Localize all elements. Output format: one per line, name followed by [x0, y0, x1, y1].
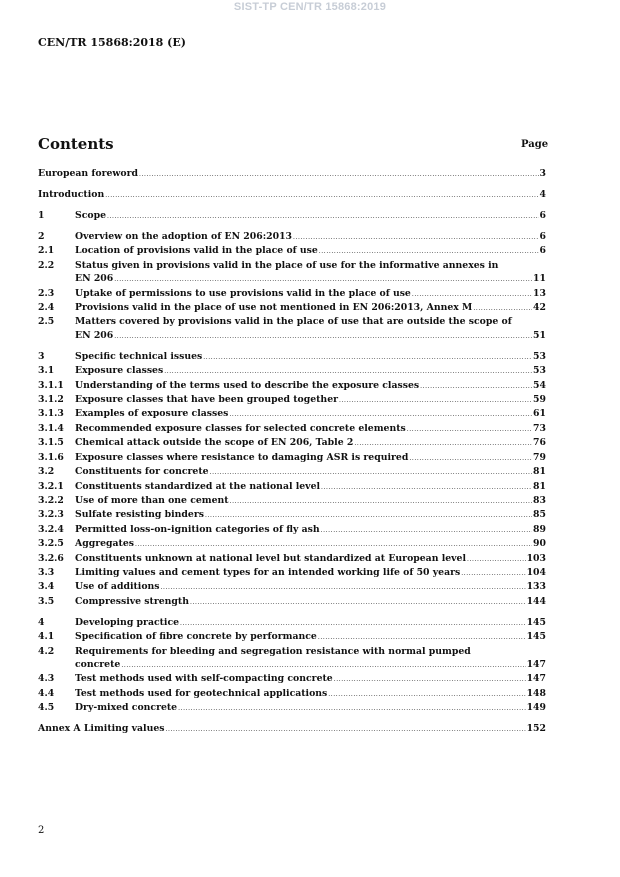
dot-leader: [164, 365, 532, 378]
dot-leader: [409, 452, 532, 465]
toc-entry-number: 3.1.3: [38, 408, 64, 420]
toc-entry-page: 3: [539, 168, 546, 179]
toc-entry-page: 59: [533, 394, 546, 406]
toc-entry-number: 4.2: [38, 645, 55, 657]
dot-leader: [420, 380, 532, 393]
toc-entry[interactable]: [38, 672, 546, 686]
toc-entry-number: 3.1.1: [38, 379, 64, 391]
dot-leader: [210, 466, 532, 479]
dot-leader: [105, 189, 538, 202]
toc-entry[interactable]: [38, 701, 546, 715]
toc-entry[interactable]: [38, 230, 546, 244]
toc-entry-page: 85: [533, 509, 546, 521]
toc-entry-page: 13: [533, 287, 546, 299]
toc-entry[interactable]: [38, 350, 546, 364]
toc-entry[interactable]: [38, 209, 546, 223]
toc-entry-title: Status given in provisions valid in the place of use for the informative annexes in: [75, 259, 499, 271]
dot-leader: [461, 567, 525, 580]
toc-entry-title: Matters covered by provisions valid in the place of use that are outside the scope of: [75, 316, 512, 328]
page-column-header: Page: [521, 139, 549, 150]
toc-entry-number: 3.3: [38, 566, 55, 578]
toc-entry-title: Provisions valid in the place of use not mentioned in EN 206:2013, Annex M: [75, 302, 473, 314]
toc-entry[interactable]: [38, 494, 546, 508]
toc-entry-page: 6: [539, 210, 546, 221]
toc-entry-number: 4.5: [38, 702, 55, 714]
toc-entry-page: 104: [526, 566, 546, 578]
toc-entry-title: Uptake of permissions to use provisions valid in the place of use: [75, 287, 411, 299]
toc-entry-number: 2.4: [38, 302, 55, 314]
toc-entry-page: 42: [533, 302, 546, 314]
toc-entry-number: 2: [38, 231, 45, 242]
contents-title: Contents: [38, 135, 114, 153]
toc-entry[interactable]: [38, 722, 546, 736]
table-of-contents: [38, 167, 546, 737]
toc-entry-title: Constituents unknown at national level but standardized at European level: [75, 552, 467, 564]
dot-leader: [467, 553, 526, 566]
toc-entry[interactable]: [38, 188, 546, 202]
toc-entry[interactable]: [38, 422, 546, 436]
dot-leader: [473, 302, 532, 315]
dot-leader: [114, 330, 532, 343]
toc-entry[interactable]: [38, 523, 546, 537]
toc-entry-title-continued: concrete: [75, 658, 121, 670]
dot-leader: [229, 408, 532, 421]
toc-entry-title: Constituents standardized at the national level: [75, 480, 321, 492]
toc-entry-title: Sulfate resisting binders: [75, 509, 204, 521]
dot-leader: [321, 524, 532, 537]
toc-entry[interactable]: [38, 687, 546, 701]
toc-entry-number: 3.2.1: [38, 480, 64, 492]
toc-entry-title: Specific technical issues: [75, 350, 203, 362]
toc-entry[interactable]: [38, 364, 546, 378]
toc-entry-title: Constituents for concrete: [75, 466, 209, 478]
toc-entry-number: 4: [38, 616, 45, 628]
toc-entry-title: Compressive strength: [75, 595, 189, 607]
toc-entry[interactable]: [38, 259, 546, 287]
toc-entry-title-continued: EN 206: [75, 329, 114, 341]
toc-entry-title: Scope: [75, 210, 106, 221]
toc-entry[interactable]: [38, 301, 546, 315]
toc-entry-title: Location of provisions valid in the place of use: [75, 245, 318, 257]
toc-entry[interactable]: [38, 480, 546, 494]
toc-entry-page: 145: [526, 616, 546, 628]
toc-entry-title: Overview on the adoption of EN 206:2013: [75, 231, 293, 242]
toc-entry-number: 2.5: [38, 316, 55, 328]
toc-entry-page: 152: [526, 723, 546, 735]
dot-leader: [321, 481, 532, 494]
toc-entry-number: 3.2.4: [38, 523, 64, 535]
toc-entry-title: Understanding of the terms used to describe the exposure classes: [75, 379, 420, 391]
dot-leader: [230, 495, 532, 508]
dot-leader: [412, 288, 532, 301]
toc-entry-number: 3.1.5: [38, 437, 64, 449]
toc-entry-title: Exposure classes: [75, 365, 164, 377]
toc-entry-page: 4: [539, 189, 546, 200]
watermark: SIST-TP CEN/TR 15868:2019: [233, 1, 387, 13]
toc-entry[interactable]: [38, 451, 546, 465]
dot-leader: [114, 273, 532, 286]
toc-entry-number: 3.2.2: [38, 494, 64, 506]
toc-entry-number: 3.1.4: [38, 422, 64, 434]
toc-entry-page: 54: [533, 379, 546, 391]
toc-entry-title: Examples of exposure classes: [75, 408, 229, 420]
toc-entry-page: 103: [526, 552, 546, 564]
toc-entry-title: Exposure classes that have been grouped together: [75, 394, 339, 406]
toc-entry[interactable]: [38, 595, 546, 609]
toc-entry-number: 3.1.6: [38, 451, 64, 463]
toc-entry-number: 3.2.5: [38, 538, 64, 550]
toc-entry-title: Use of additions: [75, 581, 160, 593]
dot-leader: [205, 509, 532, 522]
toc-entry-page: 79: [533, 451, 546, 463]
dot-leader: [407, 423, 532, 436]
toc-entry-number: 3.4: [38, 581, 55, 593]
toc-entry-page: 61: [533, 408, 546, 420]
dot-leader: [354, 437, 532, 450]
toc-entry-title: Dry-mixed concrete: [75, 702, 178, 714]
toc-entry-number: 3.2: [38, 466, 55, 478]
footer-page-number: 2: [38, 825, 45, 836]
toc-entry-page: 11: [533, 273, 546, 285]
toc-entry-number: 3.2.6: [38, 552, 64, 564]
toc-entry[interactable]: [38, 465, 546, 479]
toc-entry-page: 147: [526, 673, 546, 685]
toc-entry[interactable]: [38, 508, 546, 522]
dot-leader: [293, 231, 538, 244]
toc-entry[interactable]: [38, 244, 546, 258]
toc-entry-title: Aggregates: [75, 538, 134, 550]
toc-entry-title: Developing practice: [75, 616, 180, 628]
toc-entry[interactable]: [38, 645, 546, 673]
toc-entry-title: Chemical attack outside the scope of EN 206, Table 2: [75, 437, 354, 449]
toc-entry-page: 133: [526, 581, 546, 593]
toc-entry-number: 3.5: [38, 595, 55, 607]
toc-entry-number: 3.2.3: [38, 509, 64, 521]
toc-entry[interactable]: [38, 552, 546, 566]
toc-entry[interactable]: [38, 315, 546, 343]
toc-entry-title: European foreword: [38, 168, 138, 179]
toc-entry-page: 6: [539, 245, 546, 257]
dot-leader: [139, 168, 539, 181]
toc-entry[interactable]: [38, 287, 546, 301]
dot-leader: [328, 688, 525, 701]
toc-entry[interactable]: [38, 393, 546, 407]
toc-entry-title: Test methods used for geotechnical applications: [75, 687, 328, 699]
toc-entry[interactable]: [38, 167, 546, 181]
dot-leader: [178, 702, 525, 715]
dot-leader: [339, 394, 532, 407]
toc-entry-number: 1: [38, 210, 45, 221]
document-id: CEN/TR 15868:2018 (E): [38, 36, 186, 49]
dot-leader: [203, 351, 532, 364]
toc-entry-number: 2.3: [38, 287, 55, 299]
toc-entry-title: Annex A Limiting values: [38, 723, 165, 735]
toc-entry[interactable]: [38, 436, 546, 450]
toc-entry-page: 73: [533, 422, 546, 434]
toc-entry[interactable]: [38, 580, 546, 594]
toc-entry-title: Introduction: [38, 189, 105, 200]
dot-leader: [166, 723, 526, 736]
toc-entry-page: 81: [533, 466, 546, 478]
toc-entry-page: 51: [533, 329, 546, 341]
toc-entry-title: Exposure classes where resistance to damaging ASR is required: [75, 451, 409, 463]
toc-entry-number: 4.1: [38, 631, 55, 643]
toc-entry-title: Requirements for bleeding and segregation resistance with normal pumped: [75, 645, 471, 657]
dot-leader: [135, 538, 532, 551]
dot-leader: [334, 673, 526, 686]
toc-entry-page: 89: [533, 523, 546, 535]
toc-entry-title: Limiting values and cement types for an intended working life of 50 years: [75, 566, 461, 578]
toc-entry-page: 53: [533, 350, 546, 362]
toc-entry[interactable]: [38, 566, 546, 580]
dot-leader: [318, 631, 526, 644]
toc-entry-number: 4.3: [38, 673, 55, 685]
toc-entry-title: Test methods used with self-compacting concrete: [75, 673, 333, 685]
toc-entry-page: 6: [539, 231, 546, 242]
toc-entry-number: 2.1: [38, 245, 55, 257]
toc-entry-page: 144: [526, 595, 546, 607]
dot-leader: [319, 245, 539, 258]
toc-entry-title-continued: EN 206: [75, 273, 114, 285]
dot-leader: [121, 659, 525, 672]
toc-entry-number: 4.4: [38, 687, 55, 699]
toc-entry-title: Use of more than one cement: [75, 494, 229, 506]
toc-entry[interactable]: [38, 407, 546, 421]
toc-entry-page: 148: [526, 687, 546, 699]
dot-leader: [107, 210, 539, 223]
toc-entry[interactable]: [38, 537, 546, 551]
toc-entry-number: 3.1.2: [38, 394, 64, 406]
toc-entry-page: 149: [526, 702, 546, 714]
toc-entry-page: 83: [533, 494, 546, 506]
toc-entry[interactable]: [38, 379, 546, 393]
toc-entry-number: 3: [38, 350, 45, 362]
toc-entry-page: 53: [533, 365, 546, 377]
toc-entry[interactable]: [38, 616, 546, 630]
toc-entry-number: 3.1: [38, 365, 55, 377]
dot-leader: [161, 581, 526, 594]
toc-entry-number: 2.2: [38, 259, 55, 271]
toc-entry-page: 145: [526, 631, 546, 643]
toc-entry-page: 81: [533, 480, 546, 492]
toc-entry-title: Recommended exposure classes for selected concrete elements: [75, 422, 406, 434]
dot-leader: [180, 617, 526, 630]
toc-entry-title: Permitted loss-on-ignition categories of fly ash: [75, 523, 320, 535]
toc-entry-title: Specification of fibre concrete by performance: [75, 631, 317, 643]
toc-entry-page: 90: [533, 538, 546, 550]
toc-entry-page: 76: [533, 437, 546, 449]
dot-leader: [190, 596, 526, 609]
toc-entry[interactable]: [38, 630, 546, 644]
toc-entry-page: 147: [526, 658, 546, 670]
